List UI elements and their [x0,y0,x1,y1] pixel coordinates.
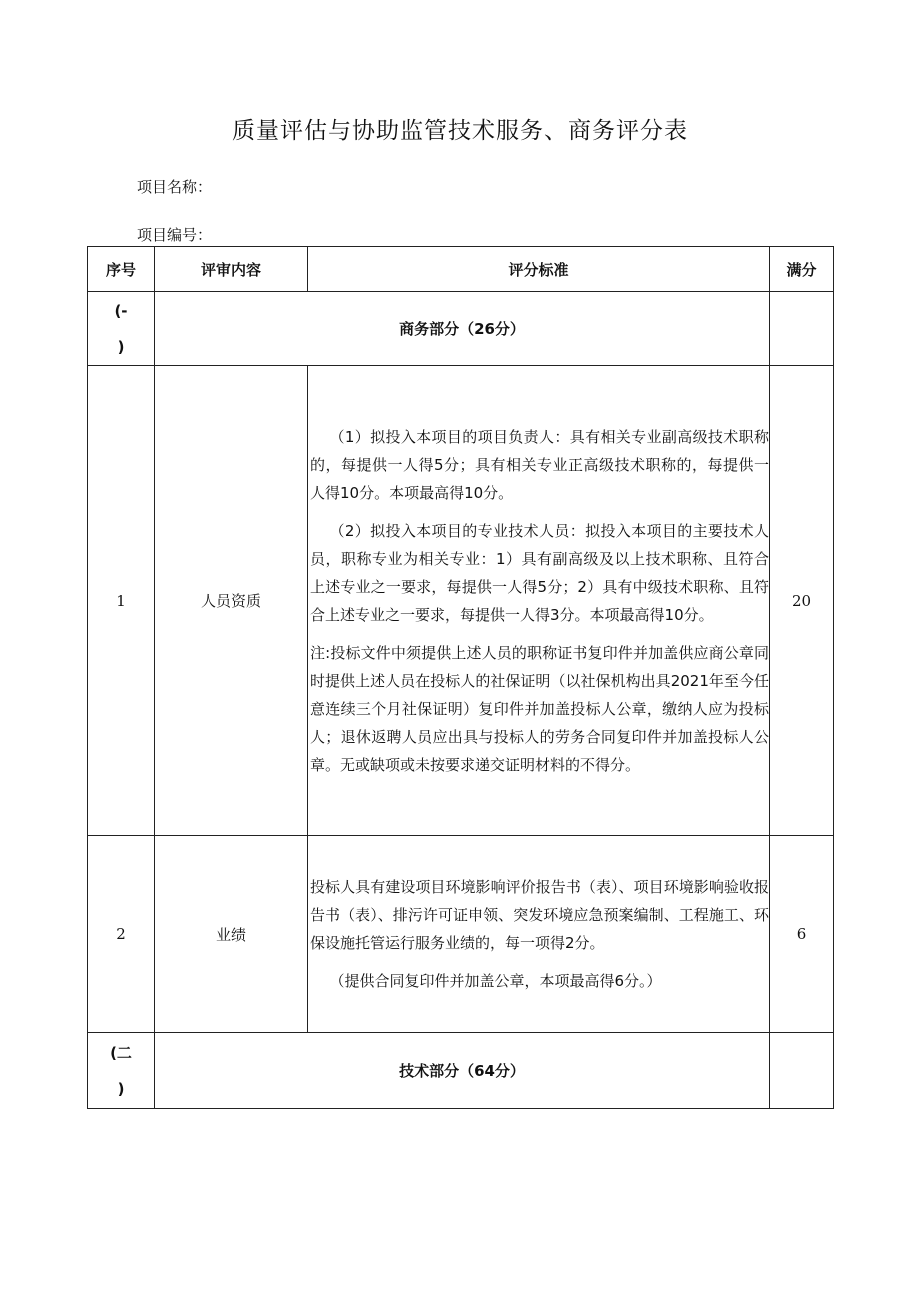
project-code-label: 项目编号： [137,226,213,244]
section-number-line1: (- [114,301,128,320]
scoring-table [87,246,834,1109]
criteria-note: 注:投标文件中须提供上述人员的职称证书复印件并加盖供应商公章同时提供上述人员在投标人的社保证明（以社保机构出具2021年至今任意连续三个月社保证明）复印件并加盖投标人公章，缴纳人应为投标人；退休返聘人员应出具与投标人的劳务合同复印件并加盖投标人公章。无或缺项或未按要求递交证明材料的不得分。 [310,643,769,774]
section-technical-row [88,1033,834,1109]
table-header-row [88,247,834,292]
project-name-label: 项目名称： [137,178,213,196]
section-business-score [770,292,834,366]
row-content: 业绩 [155,836,308,1033]
section-number-line2: ) [117,337,125,356]
header-seq: 序号 [88,247,155,292]
section-number-line1: (二 [110,1043,132,1062]
section-business-number [88,292,155,366]
row-criteria [308,366,770,836]
row-full-score: 20 [770,366,834,836]
criteria-paragraph: （提供合同复印件并加盖公章，本项最高得6分。） [329,972,662,990]
row-criteria [308,836,770,1033]
criteria-paragraph: （2）拟投入本项目的专业技术人员：拟投入本项目的主要技术人员，职称专业为相关专业：1）具有副高级及以上技术职称、且符合上述专业之一要求，每提供一人得5分；2）具有中级技术职称、且符合上述专业之一要求，每提供一人得3分。本项最高得10分。 [310,521,769,624]
row-full-score: 6 [770,836,834,1033]
header-content: 评审内容 [155,247,308,292]
header-full-score: 满分 [770,247,834,292]
section-number-line2: ) [117,1079,125,1098]
header-criteria: 评分标准 [308,247,770,292]
row-seq: 2 [88,836,155,1033]
row-seq: 1 [88,366,155,836]
section-business-row [88,292,834,366]
criteria-paragraph: 投标人具有建设项目环境影响评价报告书（表）、项目环境影响验收报告书（表）、排污许可证申领、突发环境应急预案编制、工程施工、环保设施托管运行服务业绩的，每一项得2分。 [310,878,769,952]
section-technical-label: 技术部分（64分） [155,1033,770,1109]
document-title: 质量评估与协助监管技术服务、商务评分表 [232,118,688,144]
section-technical-number [88,1033,155,1109]
section-business-label: 商务部分（26分） [155,292,770,366]
table-row [88,836,834,1033]
section-technical-score [770,1033,834,1109]
table-row [88,366,834,836]
criteria-paragraph: （1）拟投入本项目的项目负责人：具有相关专业副高级技术职称的，每提供一人得5分；具有相关专业正高级技术职称的，每提供一人得10分。本项最高得10分。 [310,427,769,502]
row-content: 人员资质 [155,366,308,836]
